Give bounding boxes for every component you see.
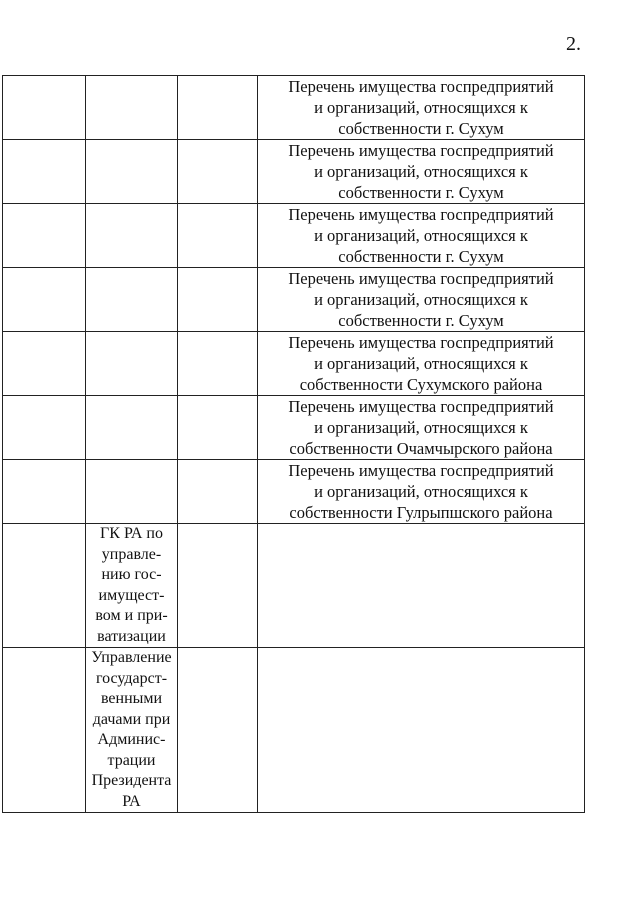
property-list-description xyxy=(258,460,585,524)
empty-cell xyxy=(86,460,178,524)
description-line: и организаций, относящихся к xyxy=(314,354,528,373)
description-line: и организаций, относящихся к xyxy=(314,482,528,501)
empty-cell xyxy=(3,140,86,204)
empty-cell xyxy=(178,140,258,204)
empty-cell xyxy=(178,460,258,524)
description-line: Перечень имущества госпредприятий xyxy=(288,461,554,480)
organization-line: Управление xyxy=(91,649,172,666)
empty-cell xyxy=(86,396,178,460)
empty-cell xyxy=(3,204,86,268)
organization-line: ГК РА по xyxy=(100,525,163,542)
table-row xyxy=(3,524,585,648)
description-line: Перечень имущества госпредприятий xyxy=(288,333,554,352)
organization-line: нию гос- xyxy=(101,566,162,583)
description-line: и организаций, относящихся к xyxy=(314,290,528,309)
property-list-description xyxy=(258,140,585,204)
property-list-description xyxy=(258,268,585,332)
empty-cell xyxy=(3,268,86,332)
description-line: Перечень имущества госпредприятий xyxy=(288,205,554,224)
property-list-description xyxy=(258,204,585,268)
table-row xyxy=(3,204,585,268)
empty-cell xyxy=(258,648,585,813)
organization-cell xyxy=(86,648,178,813)
empty-cell xyxy=(178,396,258,460)
description-line: собственности Гулрыпшского района xyxy=(289,503,553,522)
description-line: собственности г. Сухум xyxy=(338,119,504,138)
empty-cell xyxy=(178,204,258,268)
description-line: собственности г. Сухум xyxy=(338,247,504,266)
description-line: собственности г. Сухум xyxy=(338,183,504,202)
empty-cell xyxy=(3,76,86,140)
table-row xyxy=(3,396,585,460)
empty-cell xyxy=(178,648,258,813)
empty-cell xyxy=(86,140,178,204)
organization-line: имущест- xyxy=(98,586,165,604)
description-line: Перечень имущества госпредприятий xyxy=(288,269,554,288)
description-line: собственности г. Сухум xyxy=(338,311,504,330)
organization-line: Президента xyxy=(91,772,172,789)
organization-line: Админис- xyxy=(97,731,166,748)
property-list-table xyxy=(2,75,585,813)
empty-cell xyxy=(86,332,178,396)
description-line: и организаций, относящихся к xyxy=(314,98,528,117)
empty-cell xyxy=(3,524,86,648)
description-line: Перечень имущества госпредприятий xyxy=(288,397,554,416)
description-line: и организаций, относящихся к xyxy=(314,226,528,245)
organization-cell xyxy=(86,524,178,648)
table-row xyxy=(3,332,585,396)
property-list-description xyxy=(258,332,585,396)
empty-cell xyxy=(3,332,86,396)
organization-line: управле- xyxy=(101,545,162,563)
property-list-description xyxy=(258,396,585,460)
table-row xyxy=(3,268,585,332)
description-line: собственности Сухумского района xyxy=(299,375,543,394)
page-number: 2. xyxy=(566,33,581,55)
organization-line: дачами при xyxy=(92,710,171,728)
table-row xyxy=(3,140,585,204)
organization-line: ватизации xyxy=(97,627,166,645)
empty-cell xyxy=(86,204,178,268)
empty-cell xyxy=(178,76,258,140)
organization-line: государст- xyxy=(95,669,168,687)
empty-cell xyxy=(3,648,86,813)
property-list-description xyxy=(258,76,585,140)
description-line: Перечень имущества госпредприятий xyxy=(288,77,554,96)
empty-cell xyxy=(258,524,585,648)
description-line: и организаций, относящихся к xyxy=(314,418,528,437)
empty-cell xyxy=(3,460,86,524)
empty-cell xyxy=(3,396,86,460)
organization-line: венными xyxy=(100,690,163,707)
empty-cell xyxy=(178,524,258,648)
table-row xyxy=(3,460,585,524)
table-row xyxy=(3,648,585,813)
description-line: собственности Очамчырского района xyxy=(289,439,553,458)
empty-cell xyxy=(86,76,178,140)
organization-line: РА xyxy=(122,792,141,810)
empty-cell xyxy=(178,268,258,332)
organization-line: вом и при- xyxy=(95,607,168,624)
description-line: и организаций, относящихся к xyxy=(314,162,528,181)
empty-cell xyxy=(86,268,178,332)
table-row xyxy=(3,76,585,140)
description-line: Перечень имущества госпредприятий xyxy=(288,141,554,160)
organization-line: трации xyxy=(107,751,156,769)
empty-cell xyxy=(178,332,258,396)
